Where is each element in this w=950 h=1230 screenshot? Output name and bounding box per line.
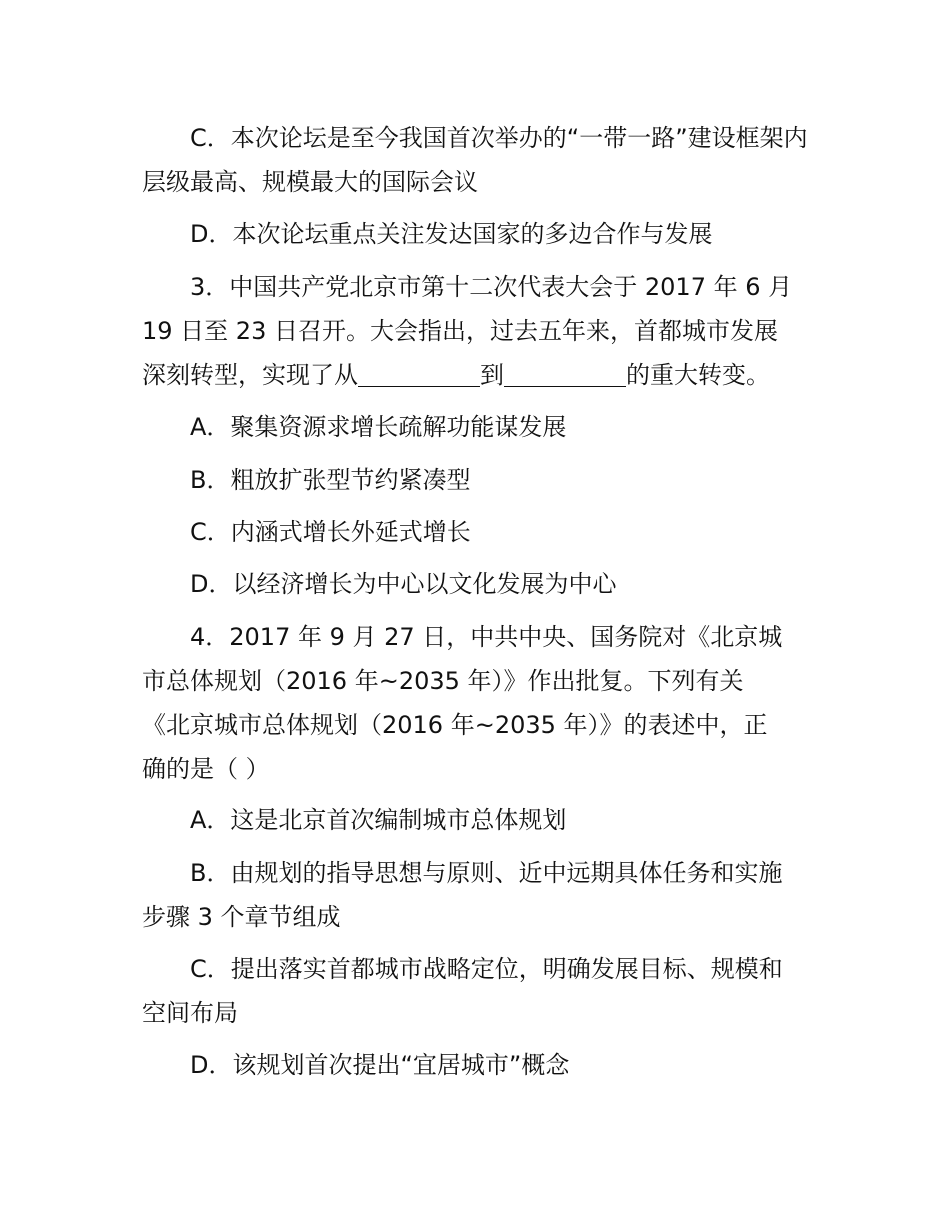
q4-stem-line-2: 市总体规划（2016 年~2035 年）》作出批复。下列有关 bbox=[142, 667, 744, 695]
q3-stem-text-b: 到 bbox=[480, 361, 504, 389]
q3-option-d: D．以经济增长为中心以文化发展为中心 bbox=[190, 570, 617, 598]
q3-option-c: C．内涵式增长外延式增长 bbox=[190, 518, 471, 546]
q4-stem-line-3: 《北京城市总体规划（2016 年~2035 年）》的表述中，正 bbox=[142, 711, 768, 739]
fill-blank-1 bbox=[358, 356, 480, 387]
q4-option-a: A．这是北京首次编制城市总体规划 bbox=[190, 806, 567, 834]
fill-blank-2 bbox=[504, 356, 626, 387]
q3-stem-line-3 bbox=[142, 353, 812, 397]
q3-stem-line-1: 3．中国共产党北京市第十二次代表大会于 2017 年 6 月 bbox=[190, 273, 793, 301]
q3-stem-line-2: 19 日至 23 日召开。大会指出，过去五年来，首都城市发展 bbox=[142, 317, 778, 345]
q4-option-c-line-1: C．提出落实首都城市战略定位，明确发展目标、规模和 bbox=[190, 955, 783, 983]
q4-option-b-line-1: B．由规划的指导思想与原则、近中远期具体任务和实施 bbox=[190, 859, 783, 887]
q3-option-a: A．聚集资源求增长疏解功能谋发展 bbox=[190, 413, 567, 441]
q2-option-d: D．本次论坛重点关注发达国家的多边合作与发展 bbox=[190, 220, 713, 248]
q4-option-d: D．该规划首次提出“宜居城市”概念 bbox=[190, 1051, 570, 1079]
q3-option-b: B．粗放扩张型节约紧凑型 bbox=[190, 466, 471, 494]
q4-option-c-line-2: 空间布局 bbox=[142, 999, 238, 1027]
q4-option-b-line-2: 步骤 3 个章节组成 bbox=[142, 903, 341, 931]
q2-option-c: C．本次论坛是至今我国首次举办的“一带一路”建设框架内层级最高、规模最大的国际会议 bbox=[142, 124, 808, 196]
q3-stem-text-a: 深刻转型，实现了从 bbox=[142, 361, 358, 389]
q3-stem-text-c: 的重大转变。 bbox=[626, 361, 770, 389]
q4-stem-line-1: 4．2017 年 9 月 27 日，中共中央、国务院对《北京城 bbox=[190, 623, 783, 651]
q4-stem-line-4: 确的是（ ） bbox=[142, 755, 270, 783]
